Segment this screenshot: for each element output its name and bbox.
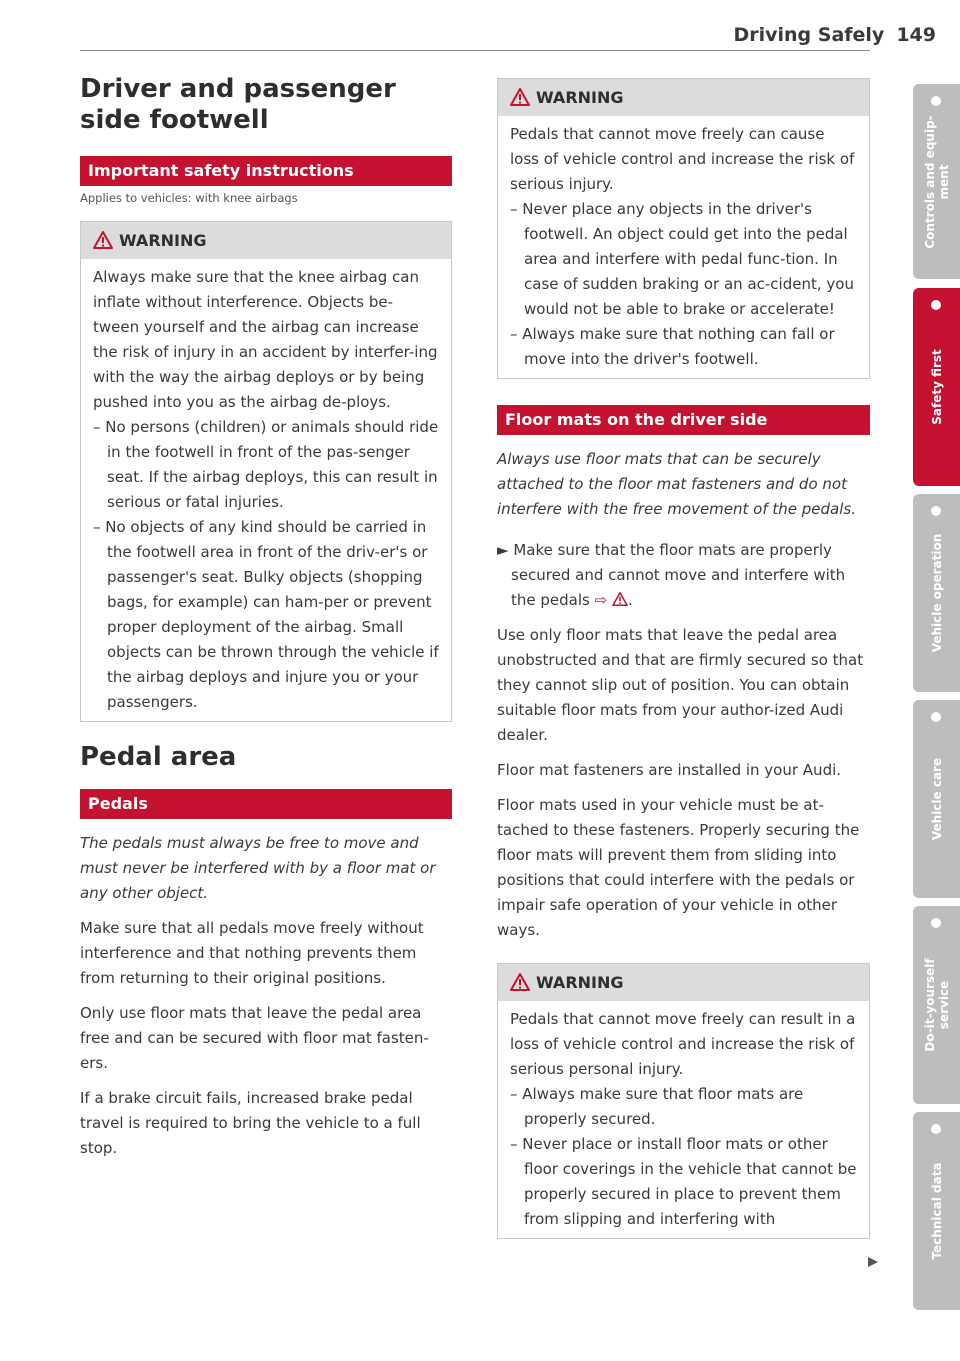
warning-bullet: – Never place any objects in the driver's footwell. An object could get into the pedal area and interfere with pedal func-tion. In case of sudden braking or an ac-cident, you would not be able to brake or accelerate! [510,200,854,318]
warning-box-knee-airbag [80,221,452,722]
action-text: Make sure that the floor mats are properly secured and cannot move and interfere with the pedals [511,541,846,609]
continue-arrow-icon[interactable] [866,1255,880,1269]
tab-label: Vehicle care [929,757,944,841]
header-rule [80,50,870,51]
tab-label: Safety first [929,349,944,425]
warning-triangle-icon [93,231,113,249]
paragraph: Floor mats used in your vehicle must be at-tached to these fasteners. Properly securing the floor mats will prevent them from sliding into positions that could interfere with the pedals or impair safe operation of your vehicle in other ways. [497,796,860,939]
pedals-intro: The pedals must always be free to move and must never be interfered with by a floor mat or any other object. [80,834,436,902]
applies-note: Applies to vehicles: with knee airbags [80,191,298,205]
warning-bullet: – No persons (children) or animals should ride in the footwell in front of the pas-senger seat. If the airbag deploys, this can result in serious or fatal injuries. [93,418,439,511]
warning-text: Always make sure that the knee airbag can inflate without interference. Objects be-tween yourself and the airbag can increase the risk of injury in an accident by interfer-ing with the way the airbag deploys or by being pushed into you as the airbag de-ploys. [93,268,438,411]
warning-text: Pedals that cannot move freely can result in a loss of vehicle control and increase the risk of serious personal injury. [510,1010,856,1078]
paragraph: Make sure that all pedals move freely without interference and that nothing prevents them from returning to their original positions. [80,919,424,987]
section-title: Driving Safely [733,24,885,46]
tab-vehicle-care[interactable] [913,700,960,898]
tab-label: Vehicle operation [929,533,944,653]
warning-label: WARNING [536,88,624,107]
paragraph: Only use floor mats that leave the pedal area free and can be secured with floor mat fasten-ers. [80,1004,429,1072]
left-column [80,74,452,1161]
tab-dot-icon [931,300,941,310]
paragraph: Use only floor mats that leave the pedal area unobstructed and that are firmly secured so that they cannot slip out of position. You can obtain suitable floor mats from your author-ized Audi dealer. [497,626,864,744]
section-title-pedal-area: Pedal area [80,742,237,772]
warning-bullet: – Always make sure that nothing can fall or move into the driver's footwell. [510,325,835,368]
action-step: ► Make sure that the floor mats are properly secured and cannot move and interfere with the pedals ⇨ . [497,541,846,609]
paragraph: If a brake circuit fails, increased brake pedal travel is required to bring the vehicle to a full stop. [80,1089,421,1157]
warning-header [81,222,451,259]
warning-triangle-icon [510,973,530,991]
paragraph: Floor mat fasteners are installed in your Audi. [497,761,842,779]
tab-dot-icon [931,1124,941,1134]
tab-label: Technical data [929,1162,944,1260]
tab-controls-and-equipment[interactable] [913,84,960,279]
tab-dot-icon [931,96,941,106]
action-marker: ► [497,541,509,559]
tab-safety-first[interactable] [913,288,960,486]
warning-label: WARNING [119,231,207,250]
tab-label: Do-it-yourself service [922,958,951,1052]
tab-dot-icon [931,506,941,516]
tab-do-it-yourself-service[interactable] [913,906,960,1104]
warning-box-pedals [497,78,870,379]
tab-dot-icon [931,918,941,928]
cross-reference-arrow[interactable]: ⇨ [594,591,608,609]
page-number: 149 [896,24,936,46]
warning-header [498,964,869,1001]
warning-bullet: – Always make sure that floor mats are properly secured. [510,1085,804,1128]
tab-technical-data[interactable] [913,1112,960,1310]
section-heading-pedals: Pedals [80,789,452,819]
chapter-title: Driver and passenger side footwell [80,74,396,135]
running-header [660,24,936,46]
tab-dot-icon [931,712,941,722]
warning-header [498,79,869,116]
section-heading-floor-mats: Floor mats on the driver side [497,405,870,435]
warning-triangle-icon [510,88,530,106]
warning-bullet: – No objects of any kind should be carried in the footwell area in front of the driv-er's or passenger's seat. Bulky objects (shopping bags, for example) can ham-per or prevent proper deployment of the airbag. Small objects can be thrown through the vehicle if the airbag deploys and injure you or your passengers. [93,518,439,711]
warning-label: WARNING [536,973,624,992]
floor-mats-intro: Always use floor mats that can be securely attached to the floor mat fasteners and do not interfere with the free movement of the pedals. [497,450,856,518]
warning-bullet: – Never place or install floor mats or other floor coverings in the vehicle that cannot be properly secured in place to prevent them from slipping and interfering with [510,1135,857,1228]
tab-label: Controls and equip- ment [922,114,951,249]
section-heading-safety: Important safety instructions [80,156,452,186]
warning-triangle-icon[interactable] [612,592,628,606]
right-column [497,78,870,1239]
warning-box-floor-mats [497,963,870,1239]
tab-vehicle-operation[interactable] [913,494,960,692]
warning-text: Pedals that cannot move freely can cause loss of vehicle control and increase the risk of serious injury. [510,125,855,193]
